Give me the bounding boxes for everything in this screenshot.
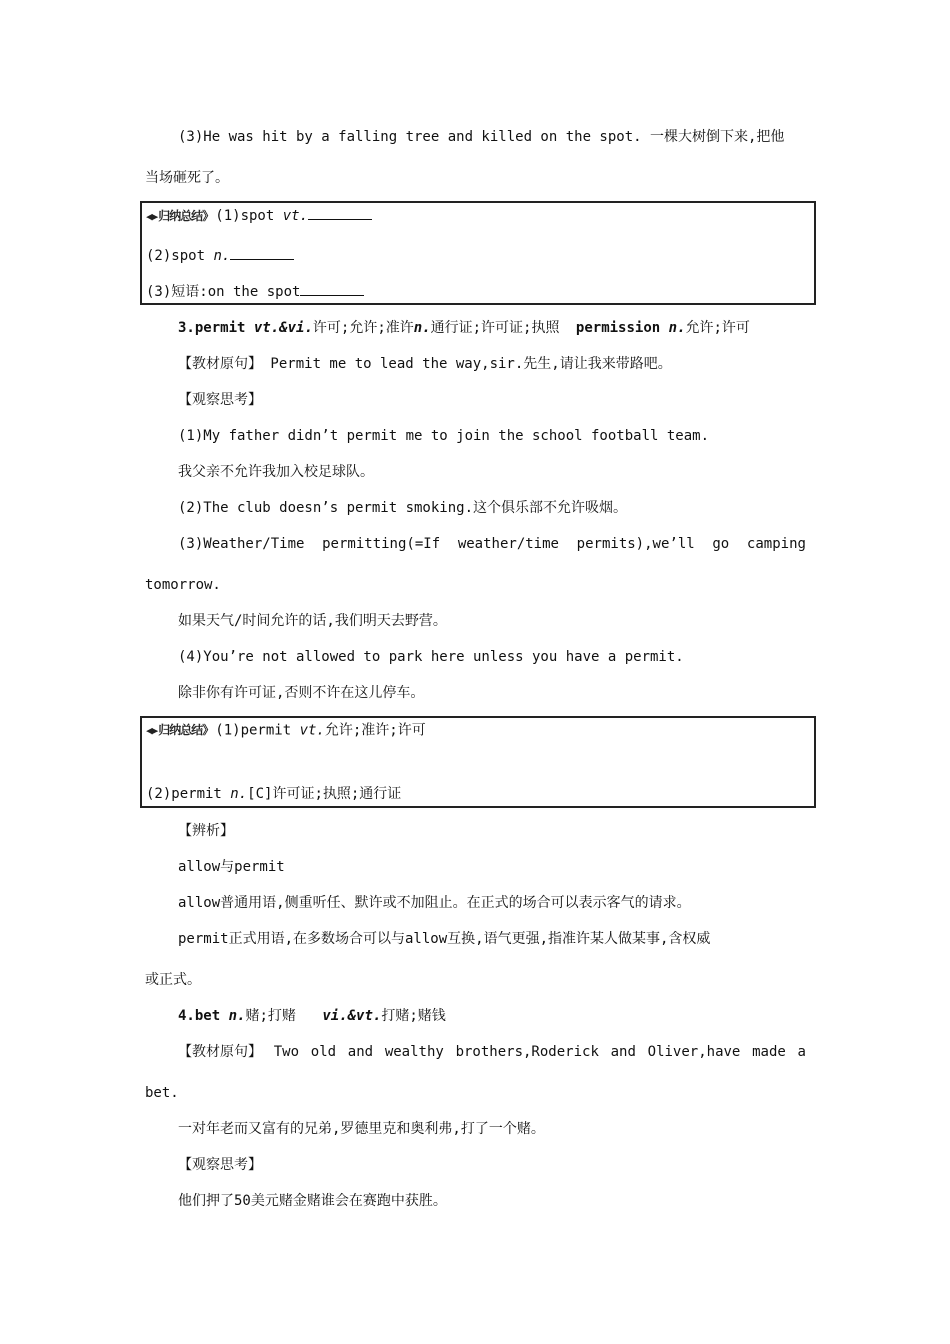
- summary-tag: ◀▶归纳总结》: [146, 208, 214, 223]
- example-translation: 他们押了50美元赌金赌谁会在赛跑中获胜。: [178, 1193, 447, 1209]
- summary-item: (2)spot n.: [146, 245, 294, 266]
- analysis-permit-tail: 或正式。: [145, 972, 201, 988]
- textbook-translation: 一对年老而又富有的兄弟,罗德里克和奥利弗,打了一个赌。: [178, 1121, 545, 1137]
- box-edge-mark: [814, 265, 816, 273]
- analysis-allow: allow普通用语,侧重听任、默许或不加阻止。在正式的场合可以表示客气的请求。: [178, 895, 691, 911]
- summary-item: ◀▶归纳总结》 (1)spot vt.: [146, 205, 372, 227]
- analysis-label: 【辨析】: [178, 823, 234, 839]
- arrow-icon: ◀▶: [146, 724, 158, 737]
- summary-box-spot: [140, 201, 816, 305]
- word-heading-permit: 3.permit vt.&vi.许可;允许;准许n.通行证;许可证;执照 permission n.允许;许可: [178, 320, 750, 336]
- summary-tag: ◀▶归纳总结》: [146, 723, 214, 737]
- box-edge-mark: [814, 229, 816, 237]
- example-sentence: (1)My father didn’t permit me to join the school football team.: [178, 428, 710, 444]
- analysis-title: allow与permit: [178, 859, 285, 875]
- example-sentence: (4)You’re not allowed to park here unless you have a permit.: [178, 649, 684, 665]
- textbook-sentence: 【教材原句】 Two old and wealthy brothers,Roderick and Oliver,have made a: [178, 1044, 806, 1060]
- example-translation: 当场砸死了。: [145, 170, 229, 186]
- answer-blank[interactable]: [308, 205, 372, 220]
- example-sentence: (3)Weather/Time permitting(=If weather/time permits),we’ll go camping: [178, 536, 806, 552]
- observe-label: 【观察思考】: [178, 1157, 262, 1173]
- example-translation: 除非你有许可证,否则不许在这儿停车。: [178, 685, 425, 701]
- word-heading-bet: 4.bet n.赌;打赌 vi.&vt.打赌;赌钱: [178, 1008, 446, 1024]
- summary-item: (3)短语:on the spot: [146, 281, 364, 302]
- example-sentence: (3)He was hit by a falling tree and killed on the spot. 一棵大树倒下来,把他: [178, 129, 785, 145]
- textbook-sentence: 【教材原句】 Permit me to lead the way,sir.先生,请让我来带路吧。: [178, 356, 672, 372]
- summary-item: ◀▶归纳总结》 (1)permit vt.允许;准许;许可: [146, 720, 426, 741]
- example-sentence-tail: tomorrow.: [145, 577, 221, 593]
- analysis-permit: permit正式用语,在多数场合可以与allow互换,语气更强,指准许某人做某事,含权威: [178, 931, 711, 947]
- box-edge-mark: [814, 744, 816, 752]
- observe-label: 【观察思考】: [178, 392, 262, 408]
- summary-box-permit: [140, 716, 816, 808]
- answer-blank[interactable]: [300, 281, 364, 296]
- arrow-icon: ◀▶: [146, 209, 158, 223]
- example-sentence: (2)The club doesn’s permit smoking.这个俱乐部不允许吸烟。: [178, 500, 628, 516]
- answer-blank[interactable]: [230, 245, 294, 260]
- example-translation: 如果天气/时间允许的话,我们明天去野营。: [178, 613, 447, 629]
- example-translation: 我父亲不允许我加入校足球队。: [178, 464, 374, 480]
- summary-item: (2)permit n.[C]许可证;执照;通行证: [146, 786, 402, 802]
- textbook-sentence-tail: bet.: [145, 1085, 179, 1101]
